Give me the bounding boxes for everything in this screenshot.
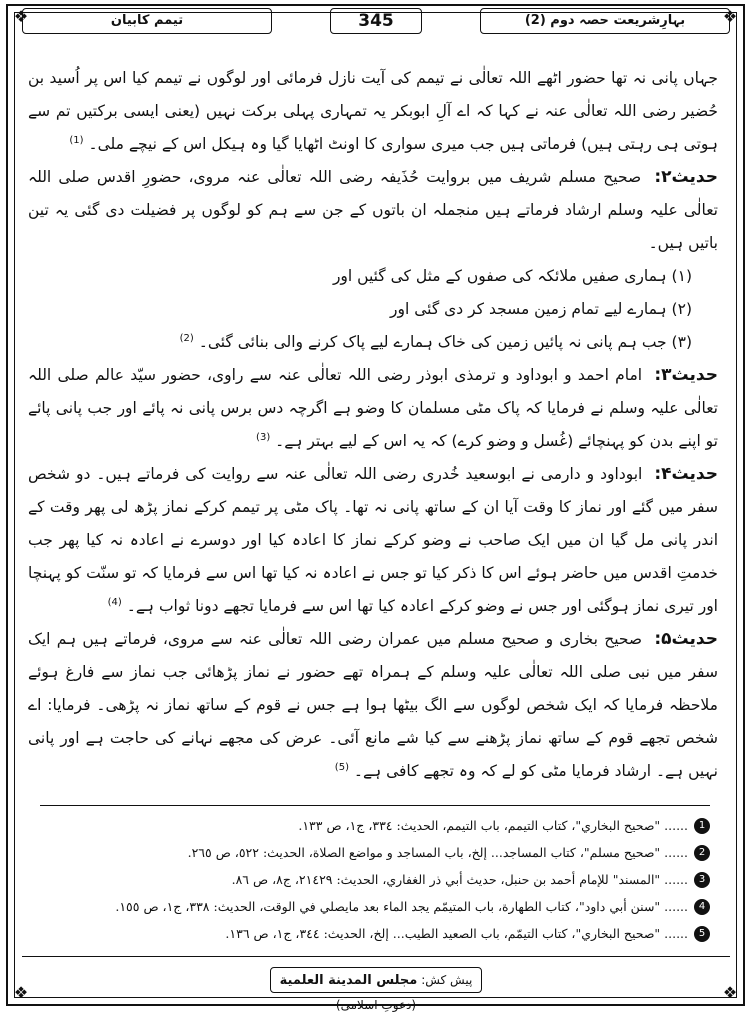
footnote-number: 2	[694, 845, 710, 861]
hadith-4	[28, 458, 718, 623]
footnote-number: 4	[694, 899, 710, 915]
footnote-number: 3	[694, 872, 710, 888]
hadith-text: صحیح بخاری و صحیح مسلم میں عمران رضی اللہ تعالٰی عنہ سے مروی، فرماتے ہیں ہم ایک سفر میں نبی صلی اللہ تعالٰی علیہ وسلم کے ہمراہ تھے حضور نے نماز پڑھائی جب نماز سے فارغ ہوئے ملاحظہ فرمایا کہ ایک شخص لوگوں سے الگ بیٹھا ہوا ہے جس نے قوم کے ساتھ نماز نہ پڑھی۔ فرمایا: اے شخص تجھے قوم کے ساتھ نماز پڑھنے سے کیا شے مانع آئی۔ عرض کی مجھے نہانے کی حاجت ہے اور پانی نہیں ہے۔ ارشاد فرمایا مٹی کو لے کہ وہ تجھے کافی ہے۔	[28, 630, 718, 780]
hadith-heading: حدیث۳:	[654, 365, 718, 385]
page-body	[28, 62, 718, 788]
footnote	[40, 866, 710, 893]
footnote-text: ...... "صحيح البخاري"، كتاب التيمّم، باب الصعيد الطيب... إلخ، الحديث: ٣٤٤، ج١، ص ١٣٦.	[225, 926, 688, 941]
hadith-2	[28, 161, 718, 260]
footnote	[40, 893, 710, 920]
corner-ornament-icon: ❖	[722, 983, 738, 1002]
list-item	[28, 326, 718, 359]
chapter-title: تیمم کابیان	[22, 8, 272, 34]
hadith-5	[28, 623, 718, 788]
hadith-text: ابوداود و دارمی نے ابوسعید خُدری رضی اللہ تعالٰی عنہ سے روایت کی فرماتے ہیں۔ دو شخص سفر میں گئے اور نماز کا وقت آیا ان کے ساتھ پانی نہ تھا۔ پاک مٹی پر تیمم کرکے نماز پڑھ لی پھر وقت کے اندر پانی مل گیا ان میں ایک صاحب نے وضو کرکے نماز کا اعادہ کیا اور دوسرے نے اعادہ نہ کیا پھر جب خدمتِ اقدس میں حاضر ہوئے اس کا ذکر کیا تو جس نے اعادہ نہ کیا تھا اس سے فرمایا کہ تو سنّت کو پہنچا اور تیری نماز ہوگئی اور جس نے وضو کرکے اعادہ کیا تھا اس سے فرمایا تجھے دونا ثواب ہے۔	[28, 465, 718, 615]
corner-ornament-icon: ❖	[722, 7, 738, 26]
page-number: 345	[330, 8, 422, 34]
book-title: بہارِشریعت حصہ دوم (2)	[480, 8, 730, 34]
publisher-sub: (دعوتِ اسلامی)	[335, 998, 417, 1012]
hadith-text: صحیح مسلم شریف میں بروایت حُذَیفہ رضی اللہ تعالٰی عنہ مروی، حضورِ اقدس صلی اللہ تعالٰی علیہ وسلم ارشاد فرماتے ہیں منجملہ ان باتوں کے جن سے ہم کو لوگوں پر فضیلت دی گئی یہ تین باتیں ہیں۔	[28, 168, 718, 252]
footnote-ref: (5)	[334, 761, 349, 773]
publisher-name: مجلس المدينة العلمية	[279, 973, 418, 988]
footnote	[40, 920, 710, 947]
footnotes	[40, 812, 710, 947]
paragraph	[28, 62, 718, 161]
footnote-ref: (1)	[69, 134, 84, 146]
footnote-ref: (4)	[107, 596, 122, 608]
corner-ornament-icon: ❖	[13, 983, 29, 1002]
footnote-text: ...... "صحيح مسلم"، كتاب المساجد... إلخ، باب المساجد و مواضع الصلاة، الحديث: ٥٢٢، ص ٢٦٥.	[187, 845, 688, 860]
page-header	[22, 8, 730, 36]
corner-ornament-icon: ❖	[13, 7, 29, 26]
footnote-number: 1	[694, 818, 710, 834]
footnote-text: ...... "سنن أبي داود"، كتاب الطهارة، باب المتيمّم يجد الماء بعد مايصلي في الوقت، الحديث: ٣٣٨، ج١، ص ١٥٥.	[115, 899, 688, 914]
hadith-heading: حدیث۴:	[654, 464, 718, 484]
hadith-heading: حدیث۲:	[654, 167, 718, 187]
publisher-label: پیش کش:	[421, 973, 473, 987]
page-footer	[22, 956, 730, 1012]
footnote-text: ...... "صحيح البخاري"، كتاب التيمم، باب التيمم، الحديث: ٣٣٤، ج١، ص ١٣٣.	[298, 818, 688, 833]
footnote-number: 5	[694, 926, 710, 942]
footnote-ref: (3)	[256, 431, 271, 443]
paragraph-text: جہاں پانی نہ تھا حضور اٹھے اللہ تعالٰی نے تیمم کی آیت نازل فرمائی اور لوگوں نے تیمم کیا اس پر اُسید بن حُضیر رضی اللہ تعالٰی عنہ نے کہا کہ اے آلِ ابوبکر یہ تمہاری پہلی برکت نہیں (یعنی ایسی برکتیں تم سے ہوتی ہی رہتی ہیں) فرماتی ہیں جب میری سواری کا اونٹ اٹھایا گیا وہ ہیکل اس کے نیچے ملی۔	[28, 69, 718, 153]
list-item: (۲) ہمارے لیے تمام زمین مسجد کر دی گئی اور	[390, 300, 692, 318]
footnote-divider	[40, 805, 710, 806]
footnote-ref: (2)	[179, 332, 194, 344]
list-item: (۱) ہماری صفیں ملائکہ کی صفوں کے مثل کی گئیں اور	[332, 267, 692, 285]
list-item-text: (۳) جب ہم پانی نہ پائیں زمین کی خاک ہمارے لیے پاک کرنے والی بنائی گئی۔	[198, 333, 692, 351]
publisher-box	[270, 967, 482, 1012]
hadith-3	[28, 359, 718, 458]
footnote	[40, 839, 710, 866]
hadith-heading: حدیث۵:	[654, 629, 718, 649]
footnote-text: ...... "المسند" للإمام أحمد بن حنبل، حديث أبي ذر الغفاري، الحديث: ٢١٤٢٩، ج٨، ص ٨٦.	[231, 872, 688, 887]
hadith-text: امام احمد و ابوداود و ترمذی ابوذر رضی اللہ تعالٰی عنہ سے راوی، حضور سیّد عالم صلی اللہ تعالٰی علیہ وسلم نے فرمایا کہ پاک مٹی مسلمان کا وضو ہے اگرچہ دس برس پانی نہ پائے اور جب پانی پائے تو اپنے بدن کو پہنچائے (غُسل و وضو کرے) کہ یہ اس کے لیے بہتر ہے۔	[28, 366, 718, 450]
footnote	[40, 812, 710, 839]
